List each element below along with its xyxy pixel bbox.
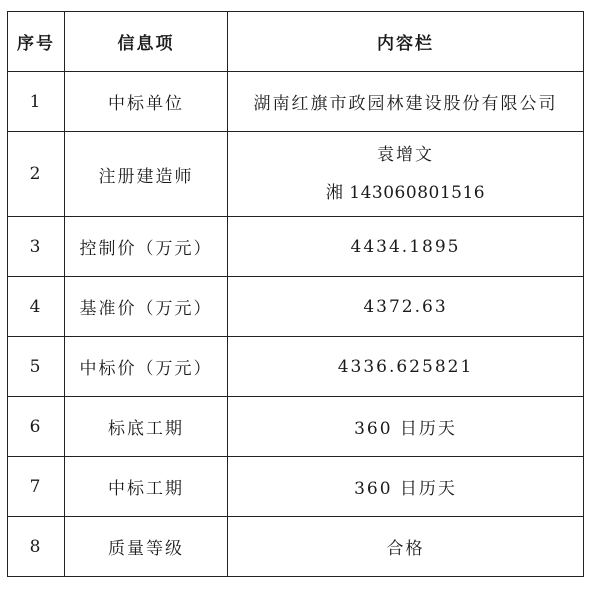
header-serial-number: 序号 xyxy=(8,12,65,72)
row-content-winning-price: 4336.625821 xyxy=(228,337,584,397)
row-number: 2 xyxy=(8,132,65,217)
row-item-label: 中标工期 xyxy=(65,457,228,517)
row-number: 7 xyxy=(8,457,65,517)
row-content-winning-duration: 360 日历天 xyxy=(228,457,584,517)
row-item-label: 注册建造师 xyxy=(65,132,228,217)
row-item-label: 中标单位 xyxy=(65,72,228,132)
row-content-benchmark-price: 4372.63 xyxy=(228,277,584,337)
row-content-control-price: 4434.1895 xyxy=(228,217,584,277)
row-number: 4 xyxy=(8,277,65,337)
table-row xyxy=(8,132,584,217)
table-header-row xyxy=(8,12,584,72)
row-item-label: 控制价（万元） xyxy=(65,217,228,277)
row-item-label: 基准价（万元） xyxy=(65,277,228,337)
row-content-quality-grade: 合格 xyxy=(228,517,584,577)
header-content: 内容栏 xyxy=(228,12,584,72)
row-number: 6 xyxy=(8,397,65,457)
table-row xyxy=(8,72,584,132)
table-row xyxy=(8,217,584,277)
table-row xyxy=(8,277,584,337)
row-item-label: 中标价（万元） xyxy=(65,337,228,397)
table-row xyxy=(8,517,584,577)
row-content-registered-builder xyxy=(228,132,584,217)
row-number: 5 xyxy=(8,337,65,397)
row-content-base-duration: 360 日历天 xyxy=(228,397,584,457)
bid-result-table xyxy=(7,11,584,577)
row-item-label: 标底工期 xyxy=(65,397,228,457)
builder-certificate-number: 湘 143060801516 xyxy=(325,183,486,203)
table-row xyxy=(8,397,584,457)
table-row xyxy=(8,337,584,397)
row-number: 8 xyxy=(8,517,65,577)
row-number: 1 xyxy=(8,72,65,132)
row-content-winning-bidder: 湖南红旗市政园林建设股份有限公司 xyxy=(228,72,584,132)
builder-name: 袁增文 xyxy=(377,145,434,165)
row-item-label: 质量等级 xyxy=(65,517,228,577)
table-row xyxy=(8,457,584,517)
row-number: 3 xyxy=(8,217,65,277)
header-info-item: 信息项 xyxy=(65,12,228,72)
